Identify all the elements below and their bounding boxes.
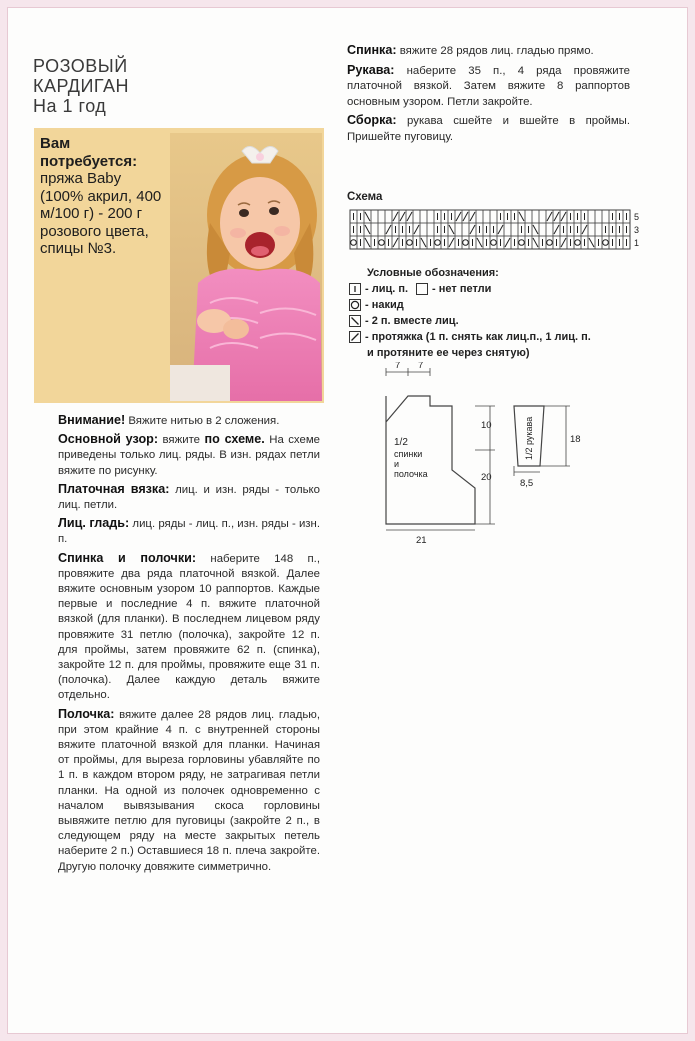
chart-cell [490,210,497,223]
body-label-2: спинки [394,449,423,459]
chart-symbol-ssk [582,225,587,234]
sleeve-label: 1/2 рукава [524,416,534,460]
chart-symbol-k2tog [533,238,538,247]
k2tog-symbol-icon [349,315,361,327]
chart-symbol-ssk [386,225,391,234]
paragraph-assembly [347,113,630,145]
paragraph-back-text: вяжите 28 рядов лиц. гладью прямо. [396,45,594,57]
chart-symbol-yarn-over [575,240,581,246]
sleeve-width: 8,5 [520,478,534,489]
paragraph-main-pattern-head: Основной узор: [58,432,159,447]
body-label-3: и [394,459,400,469]
chart-cell [371,210,378,223]
paragraph-sleeves [347,63,630,111]
materials-box [34,128,324,403]
paragraph-back-fronts [58,551,320,704]
chart-symbol-k2tog [365,238,370,247]
chart-symbol-ssk [554,225,559,234]
legend-knit: - лиц. п. [365,283,409,295]
title-line-1: РОЗОВЫЙ [33,56,128,76]
legend-heading: Условные обозначения: [367,267,499,279]
chart-symbol-k2tog [421,238,426,247]
title-line-2: КАРДИГАН [33,76,129,96]
paragraph-back-fronts-head: Спинка и полочки: [58,550,197,565]
chart-symbol-ssk [407,212,412,221]
chart-cell [476,210,483,223]
legend-no-stitch: - нет петли [432,283,492,295]
legend-row-yarn-over [349,297,649,313]
chart-symbol-k2tog [519,212,524,221]
dim-bottom: 21 [416,535,427,546]
chart-cell [539,210,546,223]
paragraph-attention-head: Внимание! [58,413,126,427]
chart-cell [455,223,462,236]
paragraph-stockinette [58,516,320,547]
body-label-1: 1/2 [394,437,408,448]
chart-cell [532,210,539,223]
chart-symbol-k2tog [477,238,482,247]
chart-symbol-ssk [414,225,419,234]
chart-symbol-k2tog [589,238,594,247]
instructions-right-column [347,43,630,148]
dim-right-top: 10 [481,420,492,431]
paragraph-sleeves-head: Рукава: [347,62,395,77]
chart-symbol-yarn-over [547,240,553,246]
chart-symbol-yarn-over [491,240,497,246]
dim-top-left: 7 [395,362,401,371]
chart-symbol-yarn-over [519,240,525,246]
chart-cell [462,223,469,236]
chart-row-number: 1 [634,238,640,248]
instructions-left-column [58,413,320,878]
chart-symbol-ssk [470,225,475,234]
chart-symbol-yarn-over [351,240,357,246]
paragraph-main-pattern [58,432,320,479]
chart-cell [504,223,511,236]
paragraph-front-head: Полочка: [58,706,115,721]
chart-cell [378,210,385,223]
legend [349,265,649,361]
chart-symbol-ssk [456,212,461,221]
chart-cell [371,223,378,236]
paragraph-garter-text: лиц. и изн. ряды - только лиц. петли. [58,483,320,512]
child-photo [170,133,322,401]
paragraph-back-fronts-text: наберите 148 п., провяжите два ряда платочной вязкой. Далее вяжите основным узором 10 раппортов. Каждые первые и последние 4 п. вяжите платочной вязкой (для планки). В последнем лицевом ряду провяжите 31 петлю (полочка), закройте 12 п. для проймы, затем провяжите 62 п. (спинка), закройте 12 п. для проймы, провяжите еще 31 п. (полочка). Далее каждую деталь вяжите отдельно. [58,552,320,702]
knit-symbol-icon [349,283,361,295]
chart-symbol-yarn-over [435,240,441,246]
knitting-chart [347,207,647,259]
legend-ssk-line2: и протяните ее через снятую) [367,347,530,359]
paragraph-garter-stitch [58,482,320,513]
no-stitch-symbol-icon [416,283,428,295]
paragraph-attention [58,413,320,429]
chart-cell [588,210,595,223]
chart-symbol-ssk [393,212,398,221]
chart-symbol-ssk [554,212,559,221]
legend-k2tog: - 2 п. вместе лиц. [365,315,459,327]
paragraph-main-pattern-text: На схеме приведены только лиц. ряды. В изн. рядах петли вяжите по рисунку. [58,434,320,477]
chart-cell [546,223,553,236]
paragraph-stockinette-head: Лиц. гладь: [58,516,130,531]
sleeve-height: 18 [570,434,581,445]
body-label-4: полочка [394,469,428,479]
chart-symbol-ssk [561,238,566,247]
chart-symbol-k2tog [533,225,538,234]
schema-label: Схема [347,191,383,203]
legend-ssk-line1: - протяжка (1 п. снять как лиц.п., 1 лиц. п. [365,331,591,343]
chart-cell [595,223,602,236]
paragraph-front [58,707,320,875]
chart-cell [385,210,392,223]
chart-cell [595,210,602,223]
chart-row-number: 5 [634,212,640,222]
chart-symbol-ssk [498,225,503,234]
paragraph-back [347,43,630,60]
ssk-symbol-icon [349,331,361,343]
paragraph-main-pattern-head2: по схеме. [204,432,265,447]
legend-row-knit [349,281,649,297]
chart-cell [413,210,420,223]
legend-row-k2tog [349,313,649,329]
materials-body: пряжа Baby (100% акрил, 400 м/100 г) - 200 г розового цвета, спицы №3. [40,170,162,257]
chart-cell [588,223,595,236]
paragraph-main-pattern-mid: вяжите [158,434,205,447]
paragraph-front-text: вяжите далее 28 рядов лиц. гладью, при этом крайние 4 п. с внутренней стороны вяжите платочной вязкой для планки. Начиная от проймы, для выреза горловины убавляйте по 1 п. в каждом втором ряду, не затрагивая петли планки. На одной из полочек одновременно с началом вывязывания скоса горловины вывяжите петлю для пуговицы (закройте 2 п., в следующем ряду на месте закрытых петель наберите 2 п.) Оставшиеся 18 п. плеча закройте. Другую полочку довяжите симметрично. [58,708,320,873]
chart-cell [420,223,427,236]
dim-right-bottom: 20 [481,472,492,483]
legend-yarn-over: - накид [365,299,404,311]
materials-text [40,135,168,258]
title-line-3: На 1 год [33,96,107,116]
paragraph-assembly-text: рукава сшейте и вшейте в проймы. Пришейте пуговицу. [347,115,630,143]
paragraph-assembly-head: Сборка: [347,113,397,127]
dim-top-right: 7 [418,362,424,371]
chart-cell [511,223,518,236]
chart-symbol-yarn-over [407,240,413,246]
chart-symbol-ssk [463,212,468,221]
chart-symbol-ssk [561,212,566,221]
materials-heading: Вам потребуется: [40,135,138,170]
paragraph-attention-text: Вяжите нитью в 2 сложения. [125,415,280,427]
chart-cell [525,210,532,223]
chart-symbol-k2tog [365,212,370,221]
chart-symbol-ssk [400,212,405,221]
legend-row-ssk [349,329,649,345]
chart-row-number: 3 [634,225,640,235]
article-title [33,56,129,116]
paragraph-garter-head: Платочная вязка: [58,481,170,496]
paragraph-sleeves-text: наберите 35 п., 4 ряда провяжите платочной вязкой. Затем вяжите 8 раппортов основным узором. Петли закройте. [347,64,630,108]
chart-cell [427,210,434,223]
chart-symbol-k2tog [365,225,370,234]
chart-symbol-k2tog [449,225,454,234]
chart-symbol-yarn-over [379,240,385,246]
yarn-over-symbol-icon [349,299,361,311]
pattern-diagram [370,362,610,547]
chart-symbol-ssk [393,238,398,247]
chart-symbol-ssk [547,212,552,221]
chart-symbol-ssk [449,238,454,247]
chart-cell [602,210,609,223]
chart-symbol-ssk [505,238,510,247]
chart-cell [378,223,385,236]
paragraph-stockinette-text: лиц. ряды - лиц. п., изн. ряды - изн. п. [58,518,320,546]
chart-cell [420,210,427,223]
chart-symbol-ssk [470,212,475,221]
chart-cell [539,223,546,236]
chart-symbol-yarn-over [463,240,469,246]
chart-cell [427,223,434,236]
chart-symbol-yarn-over [603,240,609,246]
chart-cell [483,210,490,223]
paragraph-back-head: Спинка: [347,43,397,57]
